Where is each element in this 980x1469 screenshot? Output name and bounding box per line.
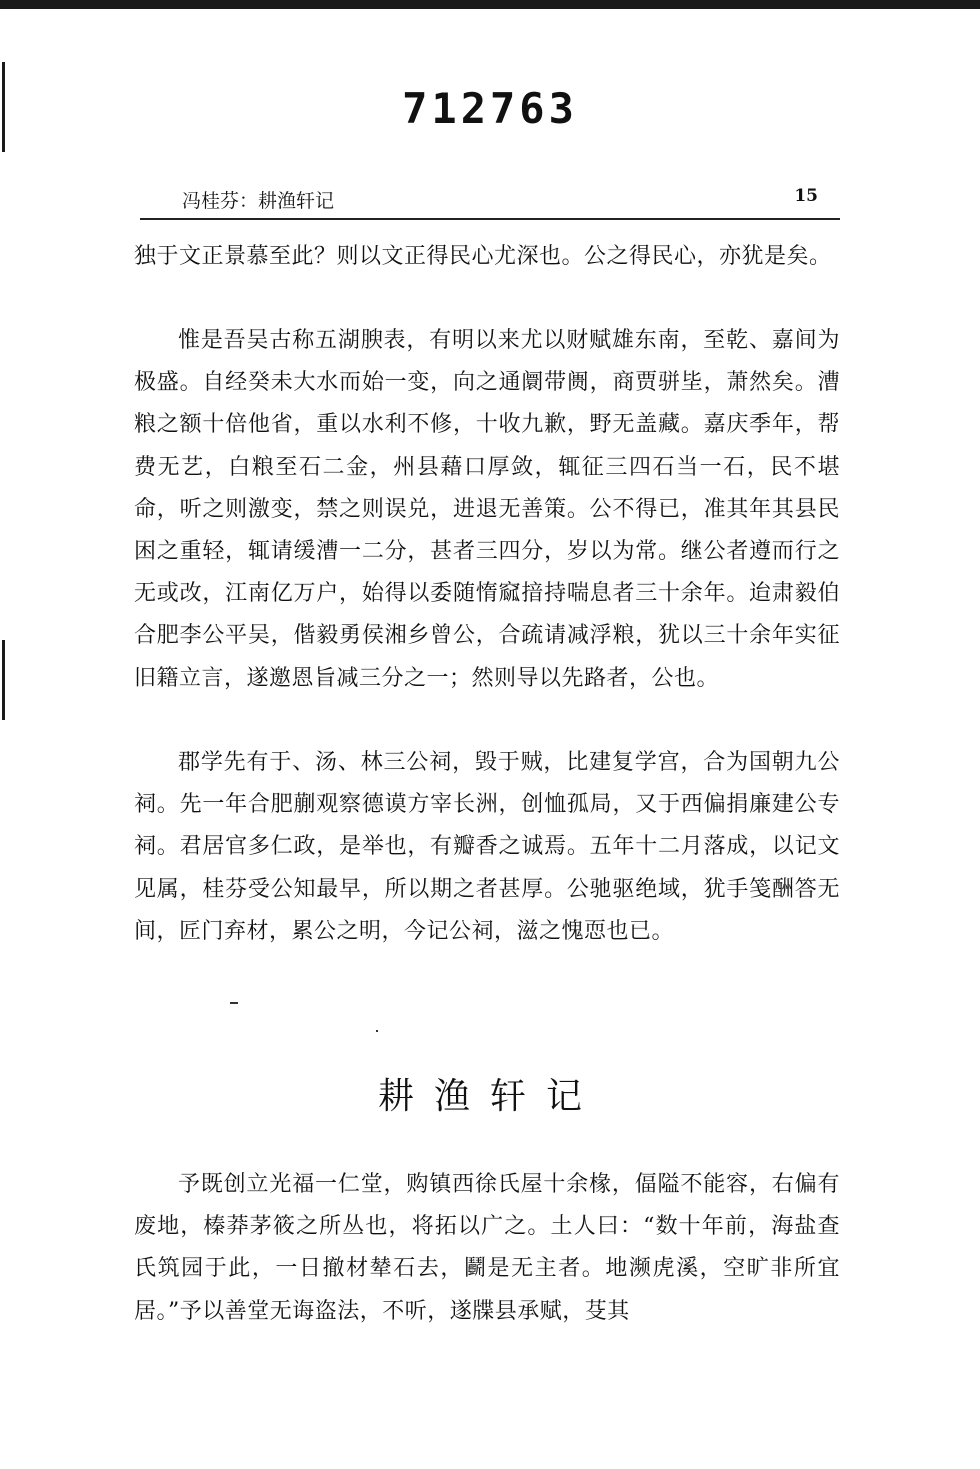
left-margin-mark [2, 640, 5, 720]
paragraph-continued: 独于文正景慕至此？则以文正得民心尤深也。公之得民心，亦犹是矣。 [134, 244, 832, 269]
running-header [140, 186, 840, 220]
section-paragraph: 予既创立光福一仁堂，购镇西徐氏屋十余椽，偪隘不能容，右偏有废地，榛莽茅筱之所丛也，将拓以广之。土人曰：“数十年前，海盐查氏筑园于此，一日撤材辇石去，鬬是无主者。地濒虎溪，空旷非所宜居。”予以善堂无诲盗法，不听，遂牒县承赋，芟其 [134, 1172, 840, 1324]
running-header-title: 冯桂芬：耕渔轩记 [182, 190, 335, 212]
top-border-rule [0, 0, 980, 9]
scan-speck [230, 1002, 238, 1004]
scan-speck [376, 1030, 378, 1032]
catalog-stamp-number: 712763 [402, 84, 578, 133]
paragraph: 郡学先有于、汤、林三公祠，毁于贼，比建复学宫，合为国朝九公祠。先一年合肥蒯观察德谟方宰长洲，创恤孤局，又于西偏捐廉建公专祠。君居官多仁政，是举也，有瓣香之诚焉。五年十二月落成，以记文见属，桂芬受公知最早，所以期之者甚厚。公驰驱绝域，犹手笺酬答无间，匠门弃材，累公之明，今记公祠，滋之愧恧也已。 [134, 750, 840, 944]
page-number: 15 [794, 186, 818, 206]
section-title: 耕渔轩记 [377, 1076, 602, 1117]
paragraph: 惟是吾吴古称五湖腴表，有明以来尤以财赋雄东南，至乾、嘉间为极盛。自经癸未大水而始一变，向之通阛带阓，商贾骈坒，萧然矣。漕粮之额十倍他省，重以水利不修，十收九歉，野无盖藏。嘉庆季年，帮费无艺，白粮至石二金，州县藉口厚敛，辄征三四石当一石，民不堪命，听之则激变，禁之则误兑，进退无善策。公不得已，准其年其县民困之重轻，辄请缓漕一二分，甚者三四分，岁以为常。继公者遵而行之无或改，江南亿万户，始得以委随惰窳揞持喘息者三十余年。迨肃毅伯合肥李公平吴，偕毅勇侯湘乡曾公，合疏请减浮粮，犹以三十余年实征旧籍立言，遂邀恩旨减三分之一；然则导以先路者，公也。 [134, 328, 840, 691]
